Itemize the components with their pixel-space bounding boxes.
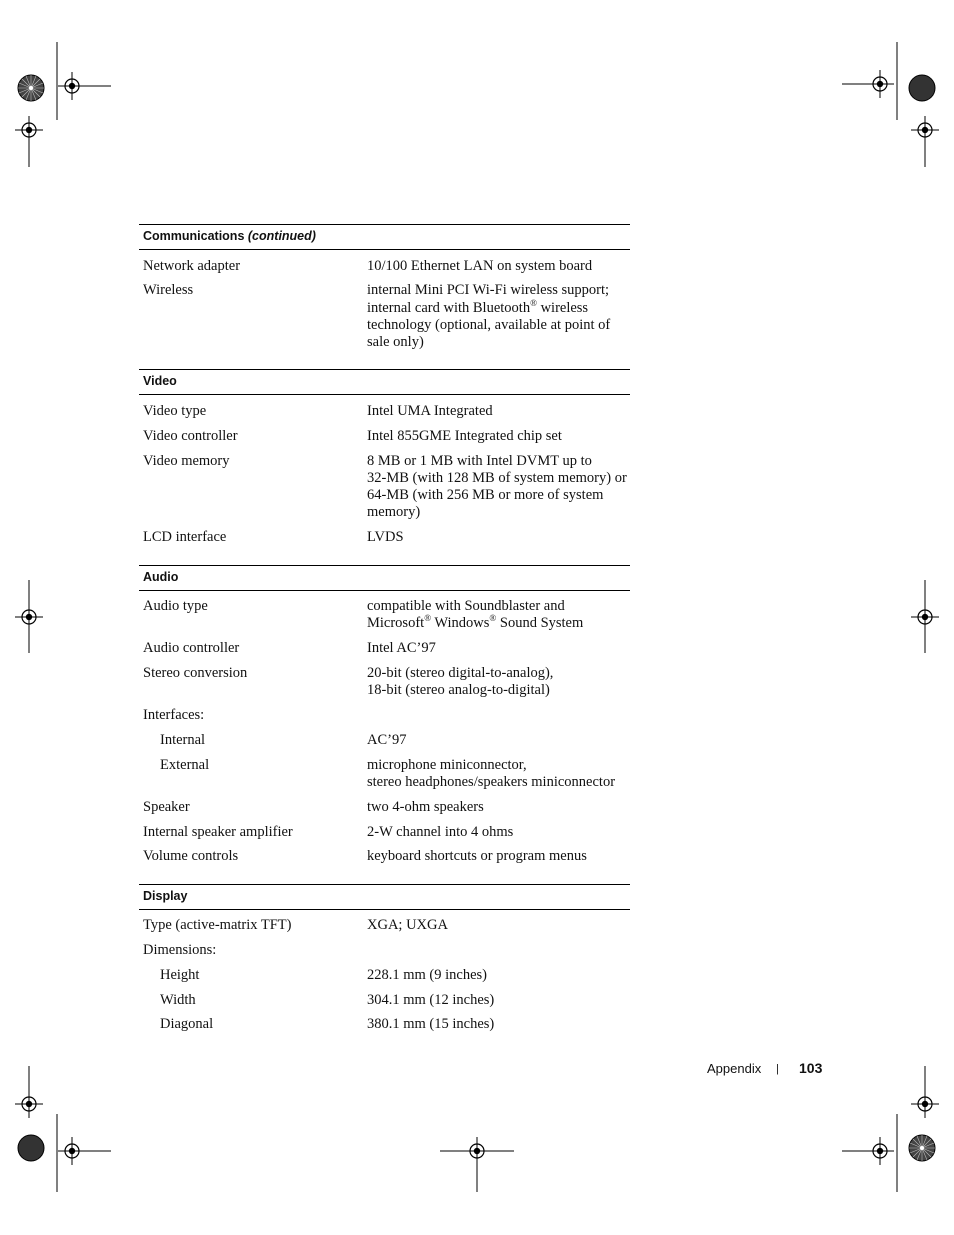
spec-key: Width — [160, 991, 196, 1008]
spec-key: Volume controls — [143, 848, 239, 865]
value-line: sale only) — [367, 334, 424, 351]
section-heading-display: Display — [139, 885, 630, 910]
spec-row — [139, 657, 630, 699]
spec-row — [139, 934, 630, 959]
spec-value: LVDS — [367, 529, 404, 546]
spec-value: XGA; UXGA — [367, 917, 448, 934]
spec-value — [367, 665, 630, 700]
value-line: 8 MB or 1 MB with Intel DVMT up to — [367, 452, 592, 469]
value-line: 20-bit (stereo digital-to-analog), — [367, 664, 554, 681]
footer-separator: | — [776, 1063, 779, 1075]
spec-key: Diagonal — [160, 1016, 214, 1033]
value-line: memory) — [367, 504, 421, 521]
spec-row — [139, 749, 630, 791]
section-title: Communications — [143, 229, 245, 243]
spec-value: 2-W channel into 4 ohms — [367, 823, 514, 840]
spec-key: Video memory — [143, 452, 230, 469]
spec-value — [367, 453, 630, 522]
spec-value: Intel 855GME Integrated chip set — [367, 427, 562, 444]
value-line: microphone miniconnector, — [367, 756, 527, 773]
spec-key: External — [160, 756, 210, 773]
spec-row — [139, 841, 630, 866]
spec-key: Audio controller — [143, 640, 240, 657]
spec-row — [139, 633, 630, 658]
spec-value: two 4-ohm speakers — [367, 798, 484, 815]
spec-value — [367, 282, 630, 351]
spec-value: 380.1 mm (15 inches) — [367, 1016, 495, 1033]
value-line: internal Mini PCI Wi-Fi wireless support; — [367, 282, 610, 299]
spec-value — [367, 942, 630, 959]
spec-key: Stereo conversion — [143, 664, 248, 681]
spec-table — [139, 224, 630, 1034]
value-line: 32-MB (with 128 MB of system memory) or — [367, 469, 627, 486]
spec-key: Interfaces: — [143, 707, 205, 724]
spec-value — [367, 757, 630, 792]
spec-key: Video type — [143, 402, 207, 419]
spec-value: 228.1 mm (9 inches) — [367, 966, 488, 983]
value-line: Microsoft® Windows® Sound System — [367, 613, 584, 632]
spec-key: Wireless — [143, 282, 194, 299]
spec-key: Dimensions: — [143, 941, 217, 958]
spec-key: Internal — [160, 731, 206, 748]
spec-value — [367, 707, 630, 724]
spec-value: 10/100 Ethernet LAN on system board — [367, 257, 593, 274]
section-title-suffix: (continued) — [247, 229, 316, 243]
spec-row — [139, 1009, 630, 1034]
spec-row — [139, 959, 630, 984]
page-number: 103 — [799, 1060, 823, 1076]
value-line: internal card with Bluetooth® wireless — [367, 297, 589, 316]
spec-row — [139, 791, 630, 816]
spec-key: LCD interface — [143, 529, 227, 546]
spec-key: Speaker — [143, 798, 190, 815]
spec-value: AC’97 — [367, 731, 407, 748]
spec-value: Intel UMA Integrated — [367, 402, 493, 419]
footer-section-label: Appendix — [707, 1061, 762, 1076]
spec-row — [139, 275, 630, 352]
spec-row — [139, 522, 630, 547]
spec-value: 304.1 mm (12 inches) — [367, 991, 495, 1008]
spec-key: Height — [160, 966, 200, 983]
value-line: compatible with Soundblaster and — [367, 598, 565, 615]
spec-key: Video controller — [143, 427, 238, 444]
spec-row — [139, 395, 630, 420]
section-heading-communications — [139, 225, 630, 250]
spec-row — [139, 816, 630, 841]
spec-key: Audio type — [143, 598, 208, 615]
section-heading-video: Video — [139, 370, 630, 395]
spec-key: Internal speaker amplifier — [143, 823, 293, 840]
value-line: 18-bit (stereo analog-to-digital) — [367, 682, 550, 699]
spec-value — [367, 598, 630, 633]
spec-row — [139, 250, 630, 275]
value-line: stereo headphones/speakers miniconnector — [367, 773, 616, 790]
spec-row — [139, 420, 630, 445]
spec-row — [139, 724, 630, 749]
spec-row — [139, 591, 630, 633]
value-line: 64-MB (with 256 MB or more of system — [367, 487, 604, 504]
spec-value: Intel AC’97 — [367, 640, 436, 657]
spec-key: Network adapter — [143, 257, 241, 274]
spec-row — [139, 984, 630, 1009]
section-heading-audio: Audio — [139, 566, 630, 591]
spec-value: keyboard shortcuts or program menus — [367, 848, 587, 865]
spec-row — [139, 445, 630, 522]
value-line: technology (optional, available at point of — [367, 316, 611, 333]
spec-row — [139, 910, 630, 935]
spec-row — [139, 700, 630, 725]
spec-key: Type (active-matrix TFT) — [143, 917, 292, 934]
